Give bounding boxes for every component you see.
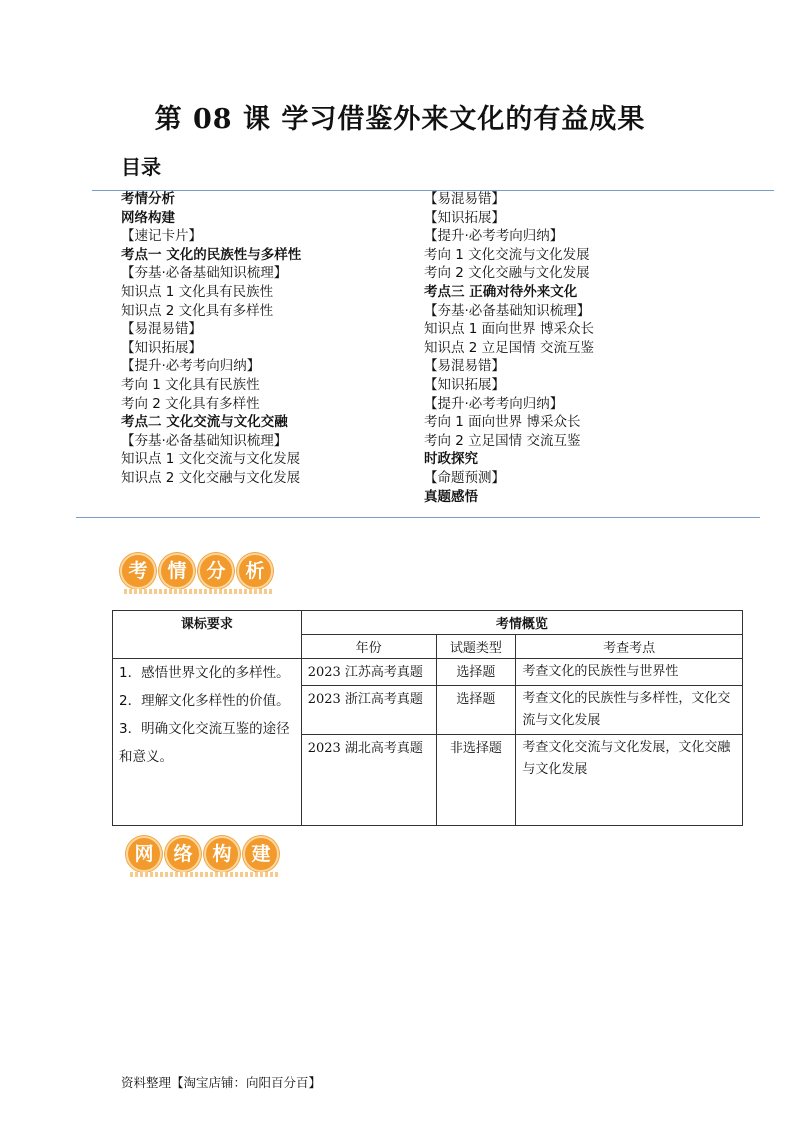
cell-year: 2023 浙江高考真题 (301, 686, 436, 735)
header-year: 年份 (301, 635, 436, 659)
table-row (113, 659, 743, 686)
badge-char: 构 (204, 836, 240, 872)
toc-item[interactable]: 网络构建 (121, 209, 175, 226)
toc-item[interactable]: 【夯基·必备基础知识梳理】 (121, 265, 288, 282)
toc-item[interactable]: 知识点 1 面向世界 博采众长 (424, 321, 594, 338)
toc-item[interactable]: 【命题预测】 (424, 469, 505, 486)
toc-item[interactable]: 考向 2 文化具有多样性 (121, 395, 260, 412)
toc-left-column (121, 190, 301, 488)
badge-char: 情 (159, 553, 195, 589)
badge-char: 络 (165, 836, 201, 872)
header-standard: 课标要求 (113, 611, 302, 659)
toc-item[interactable]: 【夯基·必备基础知识梳理】 (424, 302, 591, 319)
standards-cell (113, 659, 302, 826)
toc-item[interactable]: 真题感悟 (424, 488, 478, 505)
badge-char: 考 (120, 553, 156, 589)
toc-item[interactable]: 考向 1 面向世界 博采众长 (424, 414, 581, 431)
page-title: 第 08 课 学习借鉴外来文化的有益成果 (154, 104, 646, 135)
toc-item[interactable]: 【提升·必考考向归纳】 (424, 395, 564, 412)
toc-item[interactable]: 知识点 1 文化交流与文化发展 (121, 451, 301, 468)
cell-point: 考查文化交流与文化发展，文化交融与文化发展 (516, 735, 743, 826)
toc-item[interactable]: 考点三 正确对待外来文化 (424, 283, 578, 300)
toc-item[interactable]: 【提升·必考考向归纳】 (424, 228, 564, 245)
toc-item[interactable]: 【知识拓展】 (121, 339, 202, 356)
badge-underline (130, 872, 278, 877)
toc-bottom-rule (76, 517, 760, 518)
badge-char: 网 (126, 836, 162, 872)
badge-char: 建 (243, 836, 279, 872)
toc-item[interactable]: 知识点 1 文化具有民族性 (121, 283, 274, 300)
toc-item[interactable]: 考向 1 文化具有民族性 (121, 376, 260, 393)
toc-item[interactable]: 【易混易错】 (424, 191, 505, 207)
exam-requirements-table (112, 610, 743, 826)
toc-item[interactable]: 【夯基·必备基础知识梳理】 (121, 432, 288, 449)
cell-type: 选择题 (436, 686, 516, 735)
toc-item[interactable]: 知识点 2 文化具有多样性 (121, 302, 274, 319)
cell-year: 2023 江苏高考真题 (301, 659, 436, 686)
header-overview: 考情概览 (301, 611, 742, 635)
footer-note: 资料整理【淘宝店铺：向阳百分百】 (121, 1075, 322, 1090)
toc-item[interactable]: 【速记卡片】 (121, 228, 202, 245)
standard-item: 1．感悟世界文化的多样性。 (119, 665, 290, 681)
toc-item[interactable]: 知识点 2 文化交融与文化发展 (121, 469, 301, 486)
toc-item[interactable]: 【易混易错】 (121, 321, 202, 338)
cell-year: 2023 湖北高考真题 (301, 735, 436, 826)
toc-heading: 目录 (121, 155, 161, 179)
toc-item[interactable]: 考向 2 文化交融与文化发展 (424, 265, 590, 282)
standard-item: 2．理解文化多样性的价值。 (119, 693, 290, 709)
standard-item: 3．明确文化交流互鉴的途径和意义。 (119, 721, 290, 765)
toc-item[interactable]: 【提升·必考考向归纳】 (121, 358, 261, 375)
toc-item[interactable]: 【知识拓展】 (424, 376, 505, 393)
section-badge-exam-analysis (120, 553, 276, 589)
badge-char: 析 (237, 553, 273, 589)
header-point: 考查考点 (516, 635, 743, 659)
toc-item[interactable]: 【知识拓展】 (424, 209, 505, 226)
toc-right-column (424, 190, 594, 506)
toc-item[interactable]: 考向 2 立足国情 交流互鉴 (424, 432, 581, 449)
toc-item[interactable]: 时政探究 (424, 451, 478, 468)
header-type: 试题类型 (436, 635, 516, 659)
toc-item[interactable]: 【易混易错】 (424, 358, 505, 375)
cell-point: 考查文化的民族性与多样性，文化交流与文化发展 (516, 686, 743, 735)
section-badge-network (126, 836, 282, 872)
toc-item[interactable]: 考向 1 文化交流与文化发展 (424, 246, 590, 263)
toc-item[interactable]: 知识点 2 立足国情 交流互鉴 (424, 339, 594, 356)
toc-item[interactable]: 考点一 文化的民族性与多样性 (121, 246, 302, 263)
badge-underline (124, 589, 272, 594)
cell-type: 选择题 (436, 659, 516, 686)
cell-type: 非选择题 (436, 735, 516, 826)
toc-item[interactable]: 考情分析 (121, 191, 175, 207)
cell-point: 考查文化的民族性与世界性 (516, 659, 743, 686)
badge-char: 分 (198, 553, 234, 589)
toc-item[interactable]: 考点二 文化交流与文化交融 (121, 414, 288, 431)
